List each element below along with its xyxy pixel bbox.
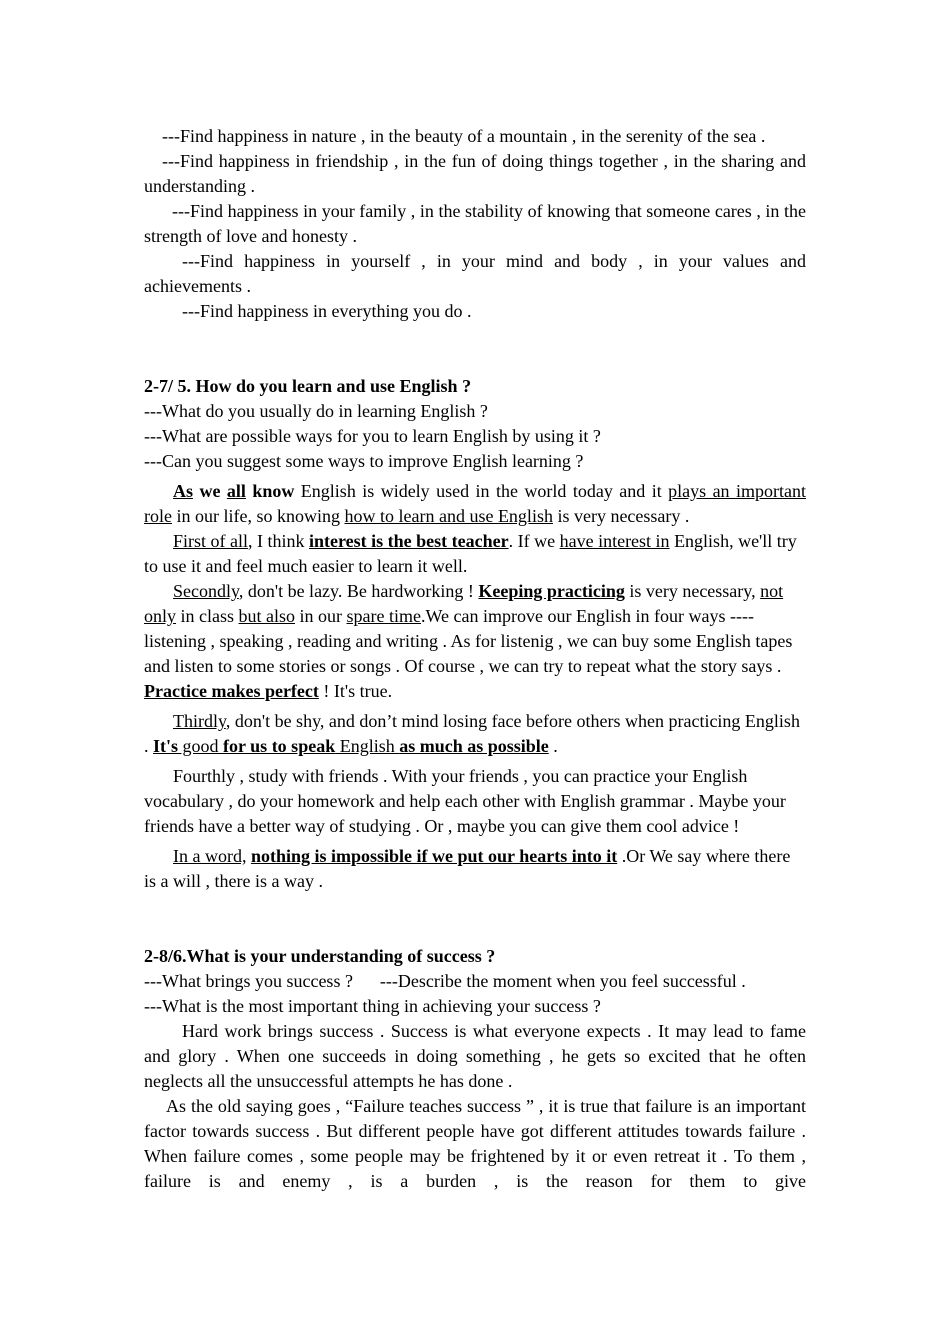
english-question-3: ---Can you suggest some ways to improve English learning ? [144,451,584,471]
happiness-line-family: ---Find happiness in your family , in the stability of knowing that someone cares , in the strength of love and honesty . [144,201,806,246]
happiness-line-everything: ---Find happiness in everything you do . [182,301,472,321]
english-paragraph-intro: As we all know English is widely used in the world today and it plays an important role in our life, so knowing how to learn and use English is very necessary . [144,481,806,526]
english-question-2: ---What are possible ways for you to learn English by using it ? [144,426,601,446]
success-heading: 2-8/6.What is your understanding of success ? [144,946,496,966]
spacer [144,324,806,374]
english-paragraph-second: Secondly, don't be lazy. Be hardworking ! Keeping practicing is very necessary, not only in class but also in our spare time.We can improve our English in four ways ----listening , speaking , reading and writing . As for listenig , we can buy some English tapes and listen to some stories or songs . Of course , we can try to repeat what the story says . Practice makes perfect ! It's true. [144,581,793,701]
document-page [144,124,806,1194]
english-paragraph-first: First of all, I think interest is the best teacher. If we have interest in English, we'll try to use it and feel much easier to learn it well. [144,531,797,576]
english-section [144,374,806,894]
spacer [144,894,806,944]
success-question-1: ---What brings you success ? ---Describe the moment when you feel successful . [144,971,746,991]
english-question-1: ---What do you usually do in learning English ? [144,401,488,421]
success-paragraph-1: Hard work brings success . Success is what everyone expects . It may lead to fame and glory . When one succeeds in doing something , he gets so excited that he often neglects all the unsuccessful attempts he has done . [144,1021,806,1091]
happiness-line-yourself: ---Find happiness in yourself , in your mind and body , in your values and achievements . [144,251,806,296]
success-section [144,944,806,1194]
success-paragraph-2: As the old saying goes , “Failure teaches success ” , it is true that failure is an important factor towards success . But different people have got different attitudes towards failure . When failure comes , some people may be frightened by it or even retreat it . To them , failure is and enemy , is a burden , is the reason for them to give [144,1096,806,1191]
english-paragraph-third: Thirdly, don't be shy, and don’t mind losing face before others when practicing English . It's good for us to speak English as much as possible . [144,711,800,756]
english-paragraph-fourth: Fourthly , study with friends . With your friends , you can practice your English vocabulary , do your homework and help each other with English grammar . Maybe your friends have a better way of studying . Or , maybe you can give them cool advice ! [144,766,786,836]
success-question-2: ---What is the most important thing in achieving your success ? [144,996,601,1016]
happiness-line-friendship: ---Find happiness in friendship , in the fun of doing things together , in the sharing and understanding . [144,151,806,196]
happiness-section [144,124,806,324]
english-paragraph-conclusion: In a word, nothing is impossible if we put our hearts into it .Or We say where there is a will , there is a way . [144,846,791,891]
english-heading: 2-7/ 5. How do you learn and use English ? [144,376,472,396]
happiness-line-nature: ---Find happiness in nature , in the beauty of a mountain , in the serenity of the sea . [162,126,766,146]
